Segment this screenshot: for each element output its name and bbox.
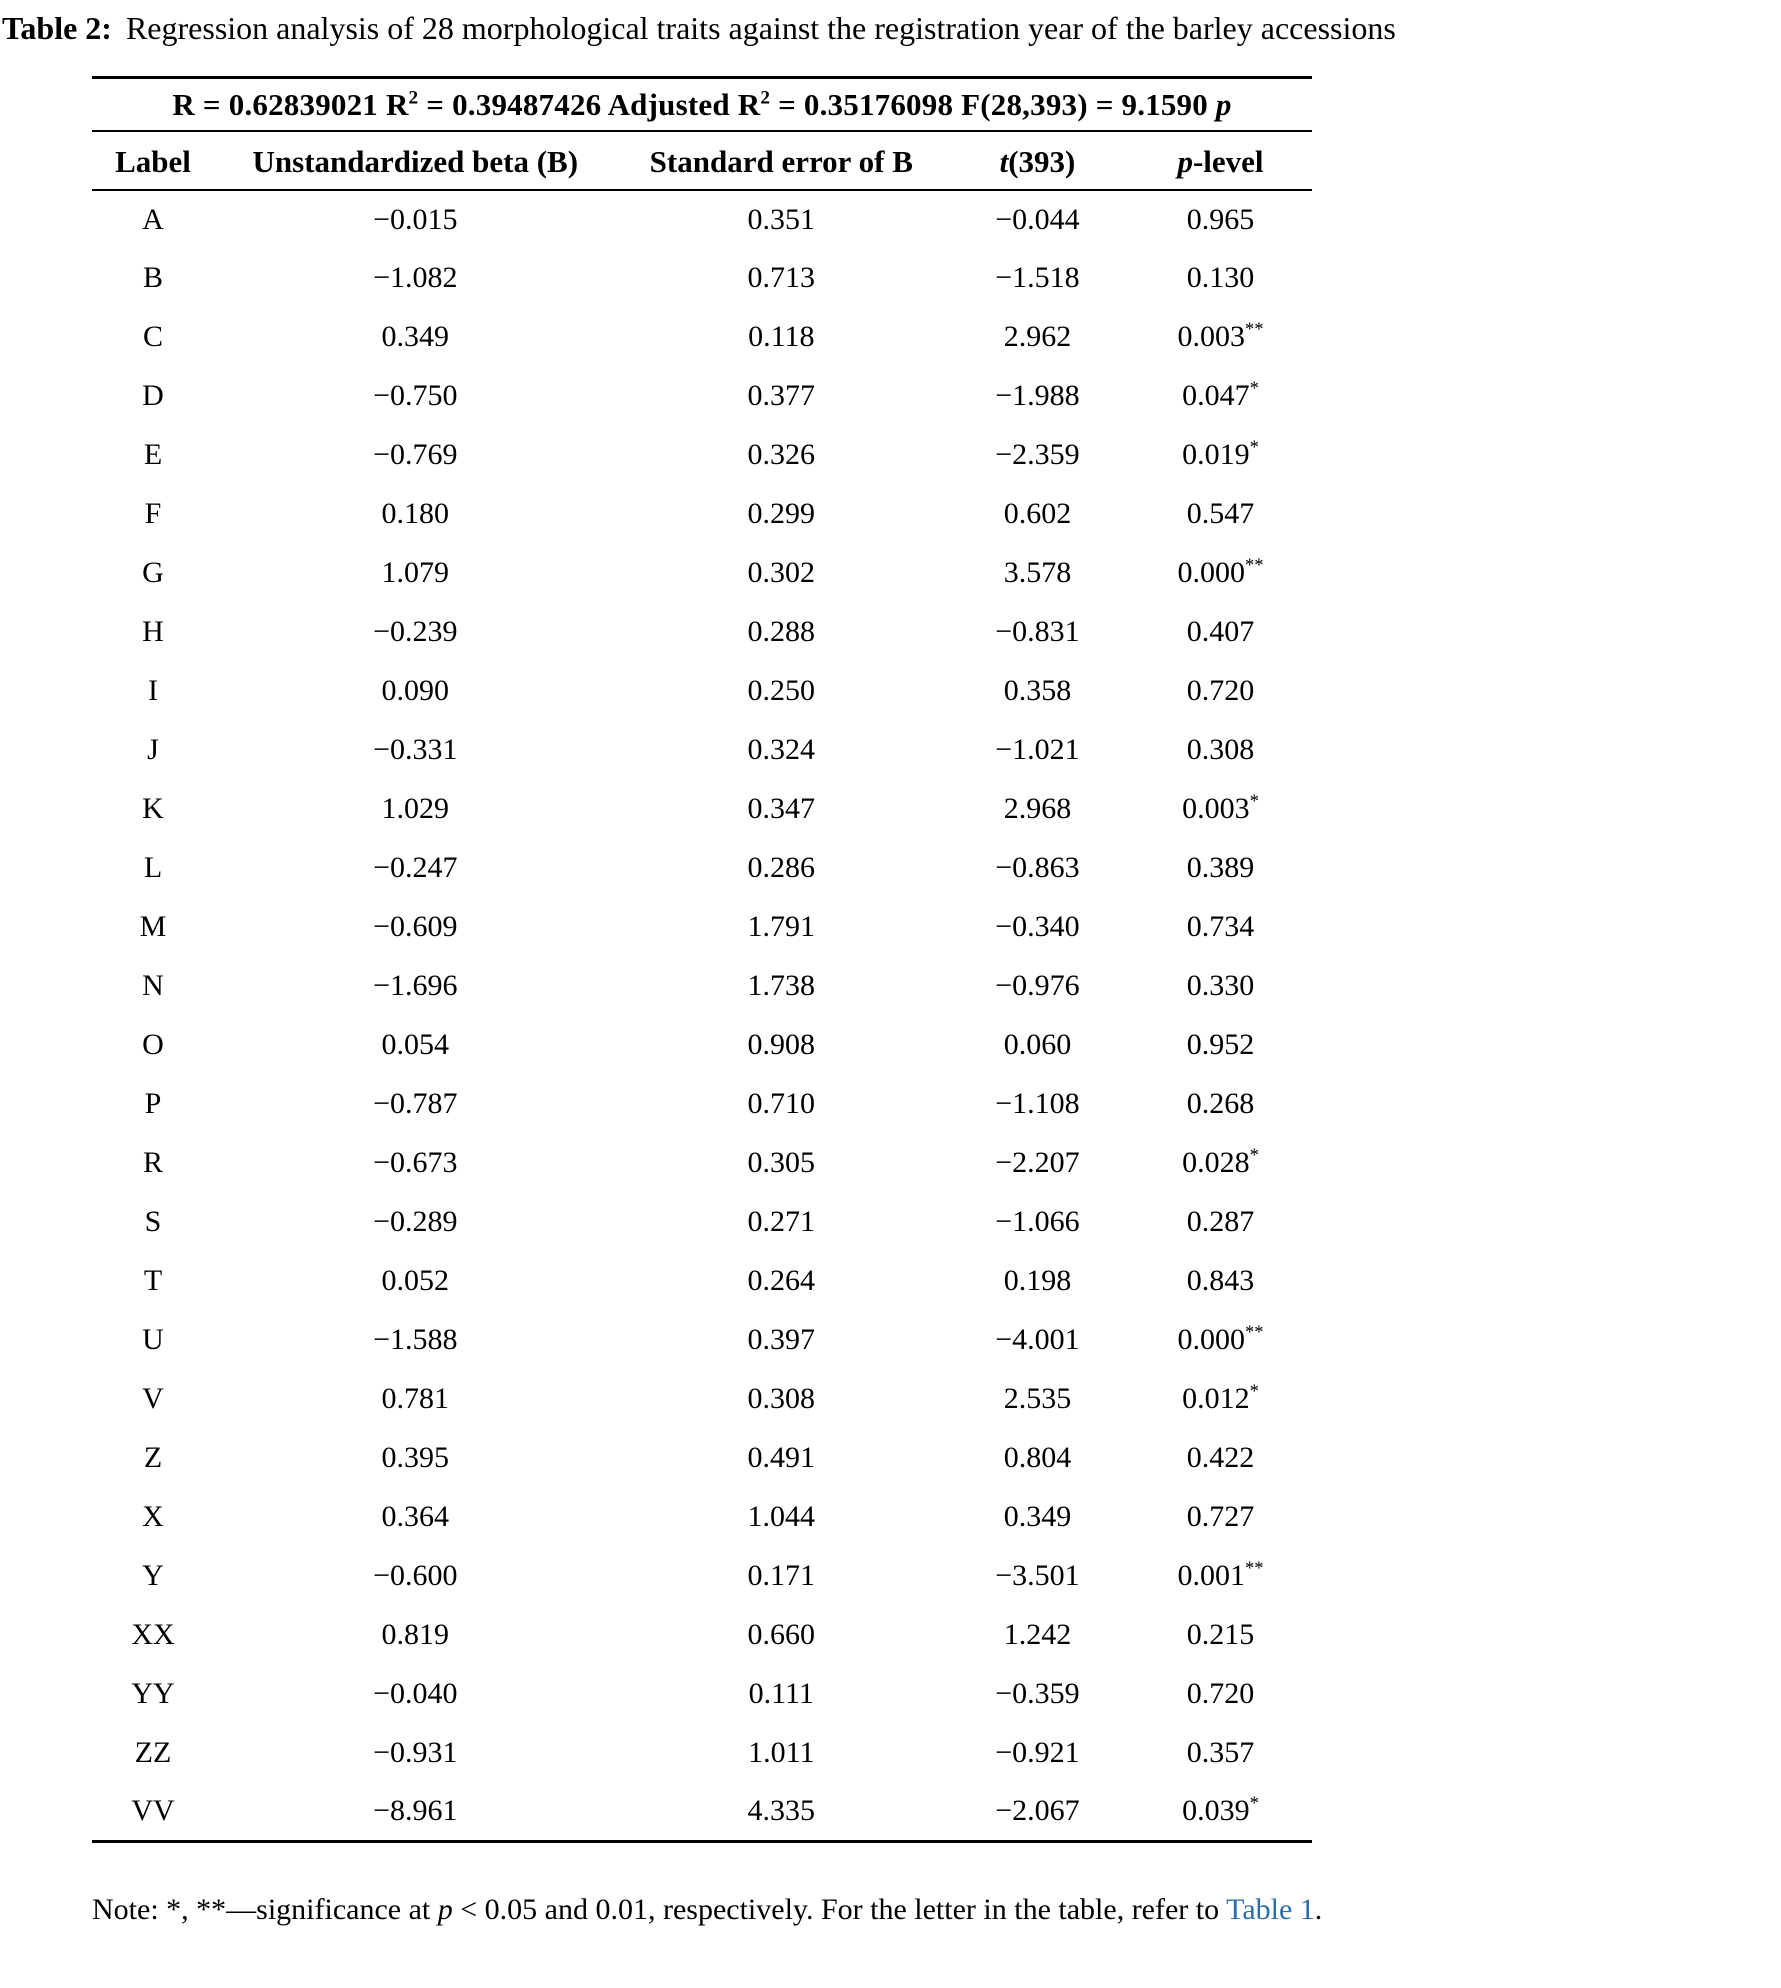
- column-header: Label: [115, 143, 191, 179]
- cell-label: G: [142, 556, 164, 590]
- table-row: [92, 1311, 1312, 1370]
- cell-t-value: 2.962: [1003, 320, 1072, 354]
- cell-standard-error: 4.335: [747, 1794, 816, 1828]
- cell-p-level: 0.012*: [1182, 1381, 1259, 1416]
- cell-standard-error: 0.286: [747, 851, 816, 885]
- table-row: [92, 1075, 1312, 1134]
- cell-beta: 0.054: [381, 1028, 450, 1062]
- cell-standard-error: 1.011: [748, 1736, 815, 1770]
- cell-t-value: −0.976: [995, 969, 1080, 1003]
- cell-t-value: 3.578: [1003, 556, 1072, 590]
- table-row: [92, 1370, 1312, 1429]
- cell-p-level: 0.407: [1186, 615, 1255, 649]
- table-row: [92, 485, 1312, 544]
- cell-label: M: [139, 910, 167, 944]
- table-row: [92, 1665, 1312, 1724]
- caption-text: Regression analysis of 28 morphological traits against the registration year of the barley accessions: [125, 10, 1396, 46]
- model-stats-line: R = 0.62839021 $R^2 = 0.39487426$ Adjusted $R^2 = 0.35176098$ F(28,393) = 9.1590 p: [92, 76, 1312, 132]
- cell-t-value: −1.988: [995, 379, 1080, 413]
- cell-standard-error: 0.347: [747, 792, 816, 826]
- table-row: [92, 839, 1312, 898]
- table-row: [92, 544, 1312, 603]
- cell-p-level: 0.357: [1186, 1736, 1255, 1770]
- cell-t-value: −2.067: [995, 1794, 1080, 1828]
- cell-beta: 0.052: [381, 1264, 450, 1298]
- cell-label: B: [142, 261, 163, 295]
- cell-label: ZZ: [134, 1736, 172, 1770]
- cell-label: U: [142, 1323, 164, 1357]
- significance-marker: **: [1244, 555, 1264, 577]
- cell-label: S: [144, 1205, 162, 1239]
- cell-beta: 1.029: [381, 792, 450, 826]
- cell-standard-error: 0.118: [748, 320, 815, 354]
- table-row: [92, 721, 1312, 780]
- table-row: [92, 1193, 1312, 1252]
- cell-t-value: −1.066: [995, 1205, 1080, 1239]
- cell-beta: −0.289: [373, 1205, 458, 1239]
- cell-standard-error: 1.791: [747, 910, 816, 944]
- table-row: [92, 1016, 1312, 1075]
- cell-beta: 0.180: [381, 497, 450, 531]
- cell-t-value: −0.359: [995, 1677, 1080, 1711]
- cell-label: T: [143, 1264, 163, 1298]
- cell-standard-error: 0.713: [747, 261, 816, 295]
- cell-t-value: −2.207: [995, 1146, 1080, 1180]
- cell-t-value: −4.001: [995, 1323, 1080, 1357]
- cell-t-value: 0.060: [1003, 1028, 1072, 1062]
- cell-t-value: −1.518: [995, 261, 1080, 295]
- cell-p-level: 0.422: [1186, 1441, 1255, 1475]
- cell-p-level: 0.952: [1186, 1028, 1255, 1062]
- cell-label: Y: [142, 1559, 164, 1593]
- cell-t-value: 2.535: [1003, 1382, 1072, 1416]
- table-row: [92, 603, 1312, 662]
- significance-marker: **: [1244, 1558, 1264, 1580]
- cell-label: F: [144, 497, 162, 531]
- table-row: [92, 1547, 1312, 1606]
- cell-p-level: 0.727: [1186, 1500, 1255, 1534]
- table-row: [92, 426, 1312, 485]
- table-row: [92, 249, 1312, 308]
- cell-p-level: 0.330: [1186, 969, 1255, 1003]
- table-row: [92, 898, 1312, 957]
- cell-p-level: 0.019*: [1182, 437, 1259, 472]
- table-row: [92, 1783, 1312, 1842]
- cell-label: I: [148, 674, 158, 708]
- cell-standard-error: 0.299: [747, 497, 816, 531]
- cell-p-level: 0.039*: [1182, 1793, 1259, 1828]
- cell-beta: −0.750: [373, 379, 458, 413]
- cell-label: L: [143, 851, 163, 885]
- cell-label: XX: [131, 1618, 175, 1652]
- cell-label: Z: [143, 1441, 163, 1475]
- cell-standard-error: 1.738: [747, 969, 816, 1003]
- column-header: Standard error of B: [649, 143, 913, 179]
- significance-marker: *: [1249, 791, 1259, 813]
- cell-beta: −0.609: [373, 910, 458, 944]
- cell-beta: −1.696: [373, 969, 458, 1003]
- cell-p-level: 0.130: [1186, 261, 1255, 295]
- cell-beta: −0.331: [373, 733, 458, 767]
- cell-label: VV: [131, 1794, 175, 1828]
- cell-t-value: −0.863: [995, 851, 1080, 885]
- cell-standard-error: 0.491: [747, 1441, 816, 1475]
- table-caption: [0, 0, 1781, 50]
- table-row: [92, 957, 1312, 1016]
- cell-t-value: −0.921: [995, 1736, 1080, 1770]
- cell-beta: 0.349: [381, 320, 450, 354]
- cell-label: YY: [131, 1677, 175, 1711]
- cell-p-level: 0.000**: [1177, 555, 1264, 590]
- table-row: [92, 1429, 1312, 1488]
- table-row: [92, 1252, 1312, 1311]
- cell-t-value: −1.108: [995, 1087, 1080, 1121]
- cell-beta: −0.239: [373, 615, 458, 649]
- cell-beta: −0.040: [373, 1677, 458, 1711]
- column-header: t(393): [999, 143, 1076, 179]
- column-header: p-level: [1177, 143, 1264, 179]
- cell-label: N: [142, 969, 164, 1003]
- cell-p-level: 0.287: [1186, 1205, 1255, 1239]
- cell-label: D: [142, 379, 164, 413]
- cell-beta: −0.015: [373, 202, 458, 236]
- cell-p-level: 0.547: [1186, 497, 1255, 531]
- cell-standard-error: 0.710: [747, 1087, 816, 1121]
- table-row: [92, 1724, 1312, 1783]
- table-row: [92, 1488, 1312, 1547]
- cell-t-value: −0.044: [995, 202, 1080, 236]
- table-row: [92, 662, 1312, 721]
- cell-p-level: 0.965: [1186, 202, 1255, 236]
- significance-marker: *: [1249, 1793, 1259, 1815]
- cell-standard-error: 0.111: [748, 1677, 814, 1711]
- significance-marker: *: [1249, 1381, 1259, 1403]
- cell-t-value: 0.602: [1003, 497, 1072, 531]
- header-row: [92, 132, 1312, 190]
- cell-standard-error: 0.250: [747, 674, 816, 708]
- cell-standard-error: 0.305: [747, 1146, 816, 1180]
- table-row: [92, 367, 1312, 426]
- cell-standard-error: 0.326: [747, 438, 816, 472]
- cell-p-level: 0.003**: [1177, 319, 1264, 354]
- cell-beta: 0.364: [381, 1500, 450, 1534]
- cell-t-value: 1.242: [1003, 1618, 1072, 1652]
- cell-p-level: 0.843: [1186, 1264, 1255, 1298]
- cell-standard-error: 0.377: [747, 379, 816, 413]
- cell-p-level: 0.734: [1186, 910, 1255, 944]
- cell-p-level: 0.047*: [1182, 378, 1259, 413]
- significance-marker: *: [1249, 1145, 1259, 1167]
- cell-p-level: 0.000**: [1177, 1322, 1264, 1357]
- cell-standard-error: 0.171: [747, 1559, 816, 1593]
- cell-standard-error: 0.908: [747, 1028, 816, 1062]
- cell-beta: −1.082: [373, 261, 458, 295]
- cell-label: O: [142, 1028, 164, 1062]
- cell-standard-error: 0.397: [747, 1323, 816, 1357]
- cell-label: A: [142, 202, 164, 236]
- cell-label: J: [147, 733, 159, 767]
- cell-beta: −0.247: [373, 851, 458, 885]
- caption-label: Table 2:: [2, 10, 112, 46]
- cell-label: H: [142, 615, 164, 649]
- cell-label: C: [142, 320, 163, 354]
- cell-label: V: [142, 1382, 164, 1416]
- cell-standard-error: 0.288: [747, 615, 816, 649]
- table-1-link[interactable]: Table 1: [1226, 1893, 1315, 1927]
- table-row: [92, 308, 1312, 367]
- cell-p-level: 0.720: [1186, 1677, 1255, 1711]
- cell-label: P: [144, 1087, 162, 1121]
- column-header: Unstandardized beta (B): [252, 143, 579, 179]
- cell-p-level: 0.720: [1186, 674, 1255, 708]
- significance-marker: **: [1244, 319, 1264, 341]
- cell-standard-error: 0.660: [747, 1618, 816, 1652]
- cell-t-value: 0.358: [1003, 674, 1072, 708]
- cell-p-level: 0.389: [1186, 851, 1255, 885]
- cell-beta: 0.819: [381, 1618, 450, 1652]
- table-row: [92, 780, 1312, 839]
- cell-t-value: 0.804: [1003, 1441, 1072, 1475]
- cell-standard-error: 1.044: [747, 1500, 816, 1534]
- cell-beta: −0.769: [373, 438, 458, 472]
- significance-marker: *: [1249, 437, 1259, 459]
- cell-label: E: [143, 438, 163, 472]
- cell-beta: 1.079: [381, 556, 450, 590]
- cell-t-value: 2.968: [1003, 792, 1072, 826]
- cell-standard-error: 0.264: [747, 1264, 816, 1298]
- cell-standard-error: 0.302: [747, 556, 816, 590]
- table-note: Note: *, **—significance at p < 0.05 and 0.01, respectively. For the letter in the table, refer to Table 1.: [92, 1893, 1323, 1927]
- cell-p-level: 0.028*: [1182, 1145, 1259, 1180]
- table-row: [92, 190, 1312, 249]
- cell-standard-error: 0.308: [747, 1382, 816, 1416]
- cell-standard-error: 0.324: [747, 733, 816, 767]
- cell-t-value: −0.340: [995, 910, 1080, 944]
- cell-beta: −0.787: [373, 1087, 458, 1121]
- cell-beta: 0.090: [381, 674, 450, 708]
- cell-t-value: −1.021: [995, 733, 1080, 767]
- cell-beta: −8.961: [373, 1794, 458, 1828]
- cell-p-level: 0.215: [1186, 1618, 1255, 1652]
- cell-t-value: −3.501: [995, 1559, 1080, 1593]
- cell-beta: −0.673: [373, 1146, 458, 1180]
- data-table: [92, 132, 1312, 1844]
- cell-label: K: [142, 792, 164, 826]
- cell-p-level: 0.268: [1186, 1087, 1255, 1121]
- cell-standard-error: 0.351: [747, 202, 816, 236]
- significance-marker: *: [1249, 378, 1259, 400]
- cell-beta: 0.781: [381, 1382, 450, 1416]
- table-row: [92, 1134, 1312, 1193]
- cell-t-value: 0.198: [1003, 1264, 1072, 1298]
- cell-p-level: 0.001**: [1177, 1558, 1264, 1593]
- significance-marker: **: [1244, 1322, 1264, 1344]
- table-body: [92, 190, 1312, 1842]
- cell-standard-error: 0.271: [747, 1205, 816, 1239]
- regression-table: [92, 76, 1312, 1844]
- cell-t-value: −0.831: [995, 615, 1080, 649]
- cell-label: X: [142, 1500, 164, 1534]
- cell-t-value: −2.359: [995, 438, 1080, 472]
- cell-beta: −0.600: [373, 1559, 458, 1593]
- cell-p-level: 0.308: [1186, 733, 1255, 767]
- cell-t-value: 0.349: [1003, 1500, 1072, 1534]
- cell-beta: 0.395: [381, 1441, 450, 1475]
- cell-beta: −0.931: [373, 1736, 458, 1770]
- cell-beta: −1.588: [373, 1323, 458, 1357]
- table-row: [92, 1606, 1312, 1665]
- cell-p-level: 0.003*: [1182, 791, 1259, 826]
- cell-label: R: [142, 1146, 163, 1180]
